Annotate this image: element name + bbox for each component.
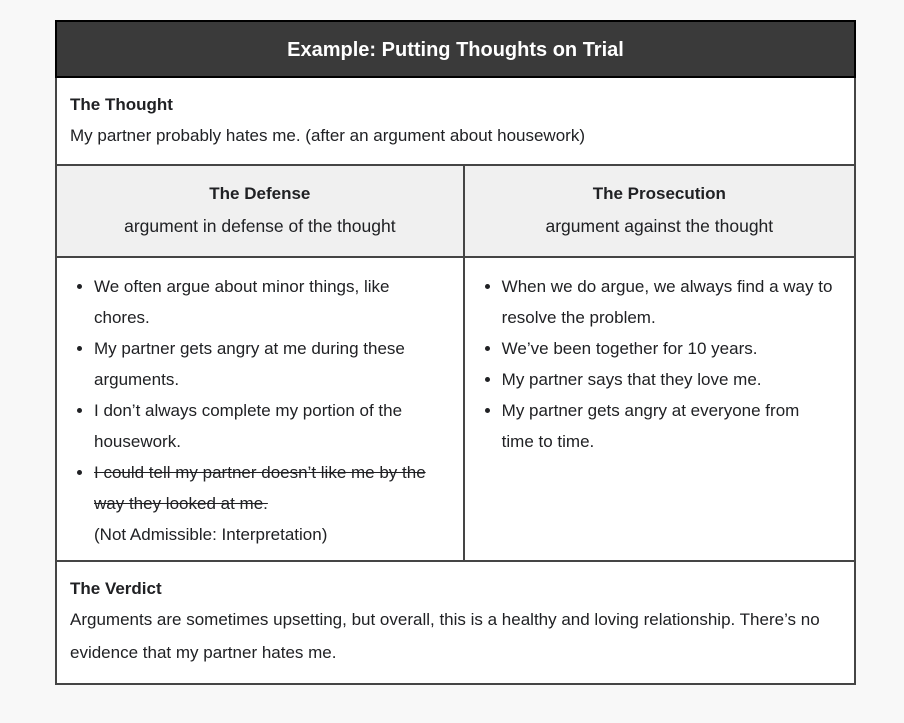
prosecution-argument-item <box>502 395 836 457</box>
argument-text: My partner gets angry at me during these arguments. <box>94 339 405 389</box>
prosecution-header <box>463 166 854 256</box>
prosecution-argument-item <box>502 333 836 364</box>
thought-section <box>55 76 856 166</box>
defense-argument-list <box>57 271 445 550</box>
verdict-section <box>55 560 856 685</box>
defense-argument-item <box>94 333 445 395</box>
arguments-section <box>55 256 856 562</box>
defense-argument-item <box>94 271 445 333</box>
prosecution-column <box>463 258 854 560</box>
verdict-heading: The Verdict <box>70 579 162 598</box>
thought-heading: The Thought <box>70 95 173 114</box>
argument-text: I don’t always complete my portion of the housework. <box>94 401 403 451</box>
argument-text: We often argue about minor things, like chores. <box>94 277 390 327</box>
thought-text: My partner probably hates me. (after an argument about housework) <box>70 126 585 145</box>
argument-text: I could tell my partner doesn’t like me by the way they looked at me. <box>94 463 426 513</box>
column-headers <box>55 164 856 258</box>
thought-trial-worksheet <box>55 20 856 685</box>
defense-column <box>57 258 463 560</box>
verdict-text: Arguments are sometimes upsetting, but overall, this is a healthy and loving relationship. There’s no evidence that my partner hates me. <box>70 610 820 662</box>
defense-argument-item <box>94 457 445 550</box>
prosecution-argument-list <box>465 271 836 457</box>
worksheet-title-bar: Example: Putting Thoughts on Trial <box>55 20 856 78</box>
defense-argument-item <box>94 395 445 457</box>
argument-text: When we do argue, we always find a way to resolve the problem. <box>501 277 833 327</box>
argument-text: My partner says that they love me. <box>501 370 762 389</box>
prosecution-argument-item <box>502 364 836 395</box>
argument-text: We’ve been together for 10 years. <box>501 339 758 358</box>
argument-text: My partner gets angry at everyone from time to time. <box>501 401 800 451</box>
prosecution-heading: The Prosecution <box>592 184 726 203</box>
prosecution-argument-item <box>502 271 836 333</box>
prosecution-subtitle: argument against the thought <box>545 216 774 236</box>
defense-header <box>57 166 463 256</box>
defense-heading: The Defense <box>209 184 311 203</box>
defense-subtitle: argument in defense of the thought <box>124 216 396 236</box>
argument-note: (Not Admissible: Interpretation) <box>94 525 328 544</box>
